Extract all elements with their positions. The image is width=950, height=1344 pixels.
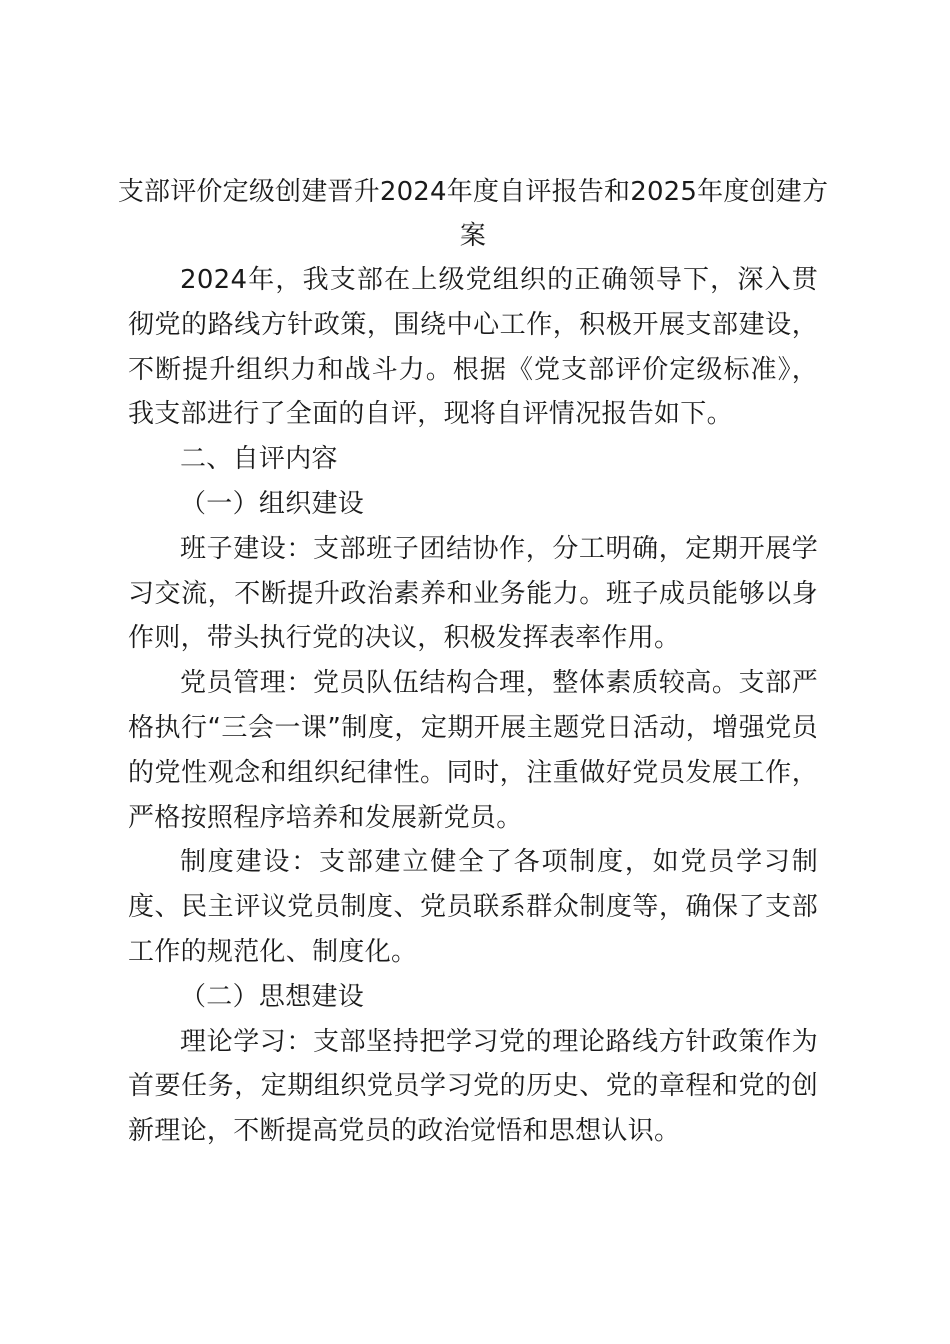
paragraph-intro: 2024年，我支部在上级党组织的正确领导下，深入贯彻党的路线方针政策，围绕中心工作，积极开展支部建设，不断提升组织力和战斗力。根据《党支部评价定级标准》，我支部进行了全面的自评，现将自评情况报告如下。 xyxy=(128,265,818,430)
paragraph-system-building: 制度建设：支部建立健全了各项制度，如党员学习制度、民主评议党员制度、党员联系群众制度等，确保了支部工作的规范化、制度化。 xyxy=(128,847,818,967)
paragraph-theory-study: 理论学习：支部坚持把学习党的理论路线方针政策作为首要任务，定期组织党员学习党的历史、党的章程和党的创新理论，不断提高党员的政治觉悟和思想认识。 xyxy=(128,1026,818,1147)
subsection-heading-ideology: （二）思想建设 xyxy=(180,981,365,1012)
paragraph-member-management: 党员管理：党员队伍结构合理，整体素质较高。支部严格执行“三会一课”制度，定期开展主题党日活动，增强党员的党性观念和组织纪律性。同时，注重做好党员发展工作，严格按照程序培养和发展新党员。 xyxy=(128,668,818,833)
document-body xyxy=(117,170,829,1154)
document-title: 支部评价定级创建晋升2024年度自评报告和2025年度创建方案 xyxy=(117,177,829,251)
subsection-heading-organization: （一）组织建设 xyxy=(180,488,365,519)
section-heading-self-evaluation: 二、自评内容 xyxy=(180,444,338,475)
paragraph-team-building: 班子建设：支部班子团结协作，分工明确，定期开展学习交流，不断提升政治素养和业务能力。班子成员能够以身作则，带头执行党的决议，积极发挥表率作用。 xyxy=(128,533,818,654)
